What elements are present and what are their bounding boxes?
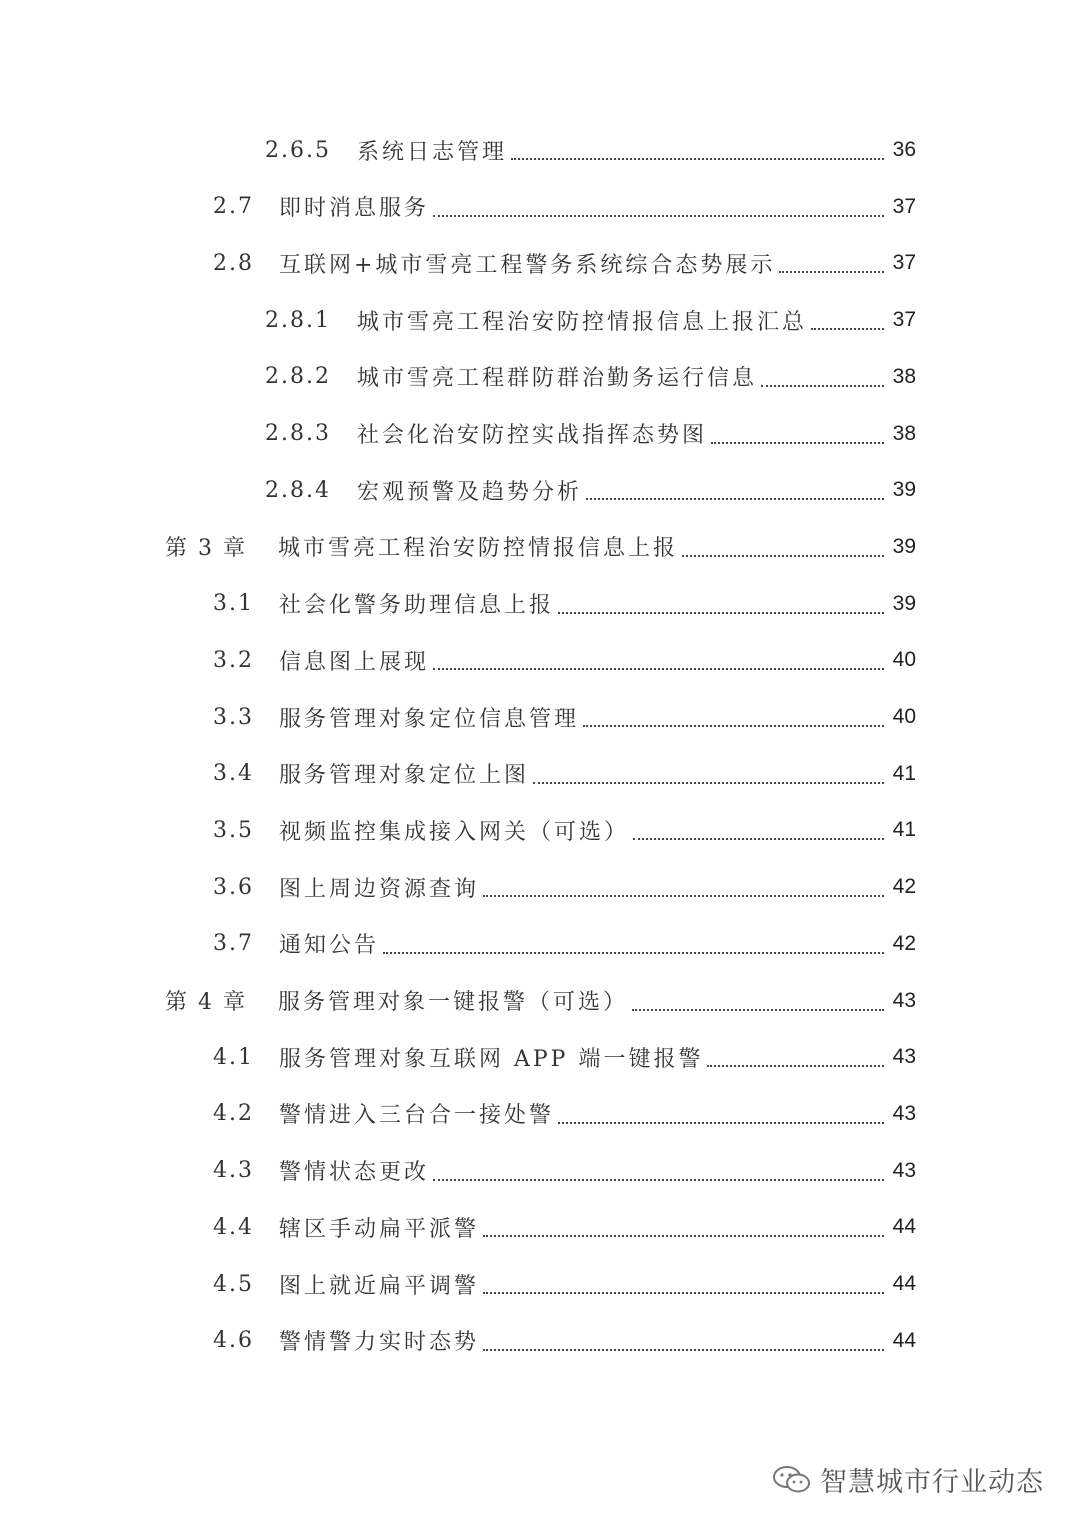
toc-page-number: 41 [892, 761, 916, 785]
toc-title: 社会化治安防控实战指挥态势图 [357, 423, 708, 448]
toc-page-number: 39 [892, 478, 916, 502]
toc-page-number: 39 [892, 591, 916, 615]
toc-leader-dots [483, 1264, 884, 1304]
toc-title: 辖区手动扁平派警 [279, 1216, 480, 1242]
toc-title: 即时消息服务 [279, 196, 430, 222]
toc-row[interactable] [265, 300, 916, 340]
toc-title: 图上就近扁平调警 [279, 1273, 480, 1299]
toc-row[interactable] [213, 810, 916, 850]
toc-page-number: 37 [892, 194, 916, 218]
toc-row[interactable] [165, 981, 916, 1021]
toc-page-number: 40 [892, 705, 916, 728]
toc-title: 信息图上展现 [279, 649, 430, 675]
toc-title: 社会化警务助理信息上报 [279, 593, 555, 619]
toc-row[interactable] [213, 243, 916, 283]
toc-leader-dots [433, 1151, 884, 1191]
toc-page-number: 44 [892, 1328, 916, 1352]
toc-number: 2.8 [213, 250, 254, 276]
toc-page-number: 38 [892, 421, 916, 445]
toc-leader-dots [483, 1207, 884, 1247]
wechat-icon [772, 1465, 812, 1495]
toc-leader-dots [632, 981, 884, 1021]
toc-title: 系统日志管理 [357, 139, 508, 165]
toc-row[interactable] [213, 697, 916, 737]
toc-number: 第 4 章 [165, 990, 247, 1015]
toc-leader-dots [511, 130, 884, 170]
toc-number: 4.1 [213, 1044, 254, 1070]
toc-row[interactable] [213, 924, 916, 964]
toc-row[interactable] [265, 414, 916, 454]
toc-leader-dots [633, 810, 884, 850]
toc-row[interactable] [213, 754, 916, 794]
toc-row[interactable] [265, 470, 916, 510]
toc-number: 3.6 [213, 874, 254, 900]
toc-number: 4.5 [213, 1271, 254, 1297]
toc-leader-dots [533, 754, 884, 794]
toc-page-number: 43 [892, 1045, 916, 1069]
toc-number: 4.4 [213, 1214, 254, 1240]
toc-leader-dots [483, 867, 884, 907]
toc-leader-dots [483, 1321, 884, 1361]
toc-page-number: 43 [892, 1101, 916, 1125]
toc-title: 城市雪亮工程治安防控情报信息上报 [278, 536, 679, 562]
toc-title: 图上周边资源查询 [279, 876, 480, 902]
toc-title: 服务管理对象互联网 APP 端一键报警 [279, 1046, 704, 1072]
toc-page-number: 43 [892, 1158, 916, 1182]
toc-leader-dots [761, 357, 884, 397]
toc-row[interactable] [213, 867, 916, 907]
toc-leader-dots [433, 187, 884, 227]
toc-page-number: 42 [892, 875, 916, 899]
toc-title: 服务管理对象一键报警（可选） [278, 990, 629, 1015]
toc-title: 宏观预警及趋势分析 [357, 479, 583, 505]
toc-page-number: 43 [892, 988, 916, 1012]
toc-number: 2.7 [213, 194, 254, 220]
toc-title: 视频监控集成接入网关（可选） [279, 819, 630, 845]
toc-page-number: 37 [892, 251, 916, 275]
toc-number: 4.3 [213, 1158, 254, 1184]
toc-number: 2.8.3 [265, 421, 331, 446]
toc-number: 3.4 [213, 761, 254, 787]
toc-title: 警情状态更改 [279, 1160, 430, 1186]
toc-title: 服务管理对象定位上图 [279, 763, 530, 789]
watermark [772, 1460, 1044, 1499]
toc-leader-dots [558, 1094, 884, 1134]
toc-page-number: 37 [892, 308, 916, 332]
toc-leader-dots [583, 697, 884, 737]
toc-title: 城市雪亮工程治安防控情报信息上报汇总 [357, 309, 808, 335]
toc-number: 2.6.5 [265, 137, 331, 163]
toc-leader-dots [707, 1037, 884, 1077]
toc-row[interactable] [213, 640, 916, 680]
toc-number: 3.7 [213, 931, 254, 957]
toc-number: 4.2 [213, 1101, 254, 1127]
toc-title: 互联网+城市雪亮工程警务系统综合态势展示 [279, 252, 776, 278]
toc-number: 3.3 [213, 704, 254, 730]
watermark-text: 智慧城市行业动态 [820, 1467, 1044, 1498]
toc-leader-dots [682, 527, 884, 567]
toc-page-number: 44 [892, 1272, 916, 1295]
toc-title: 警情警力实时态势 [279, 1330, 480, 1356]
toc-leader-dots [779, 243, 884, 283]
toc-row[interactable] [265, 357, 916, 397]
toc-number: 2.8.1 [265, 307, 331, 333]
toc-number: 第 3 章 [165, 536, 247, 562]
toc-row[interactable] [213, 1321, 916, 1361]
toc-number: 3.1 [213, 591, 254, 617]
toc-number: 4.6 [213, 1328, 254, 1354]
toc-leader-dots [383, 924, 884, 964]
toc-page-number: 39 [892, 534, 916, 558]
toc-row[interactable] [165, 527, 916, 567]
toc-row[interactable] [213, 584, 916, 624]
toc-row[interactable] [213, 1151, 916, 1191]
toc-row[interactable] [213, 1207, 916, 1247]
toc-page-number: 42 [892, 931, 916, 955]
toc-title: 通知公告 [279, 933, 380, 959]
toc-page-number: 44 [892, 1215, 916, 1239]
toc-title: 服务管理对象定位信息管理 [279, 706, 580, 732]
toc-title: 警情进入三台合一接处警 [279, 1103, 555, 1129]
toc-leader-dots [586, 470, 884, 510]
toc-leader-dots [433, 640, 884, 680]
toc-title: 城市雪亮工程群防群治勤务运行信息 [357, 366, 758, 392]
toc-number: 3.2 [213, 647, 254, 673]
toc-page-number: 40 [892, 648, 916, 672]
toc-page-number: 38 [892, 364, 916, 388]
toc-number: 3.5 [213, 817, 254, 843]
toc-page-number: 36 [892, 138, 916, 161]
toc-number: 2.8.4 [265, 477, 331, 503]
toc-row[interactable] [213, 1264, 916, 1304]
toc-leader-dots [558, 584, 884, 624]
toc-leader-dots [711, 414, 884, 454]
toc-row[interactable] [213, 1037, 916, 1077]
toc-row[interactable] [213, 187, 916, 227]
toc-row[interactable] [265, 130, 916, 170]
toc-row[interactable] [213, 1094, 916, 1134]
toc-number: 2.8.2 [265, 364, 331, 390]
toc-page-number: 41 [892, 818, 916, 842]
toc-leader-dots [811, 300, 884, 340]
